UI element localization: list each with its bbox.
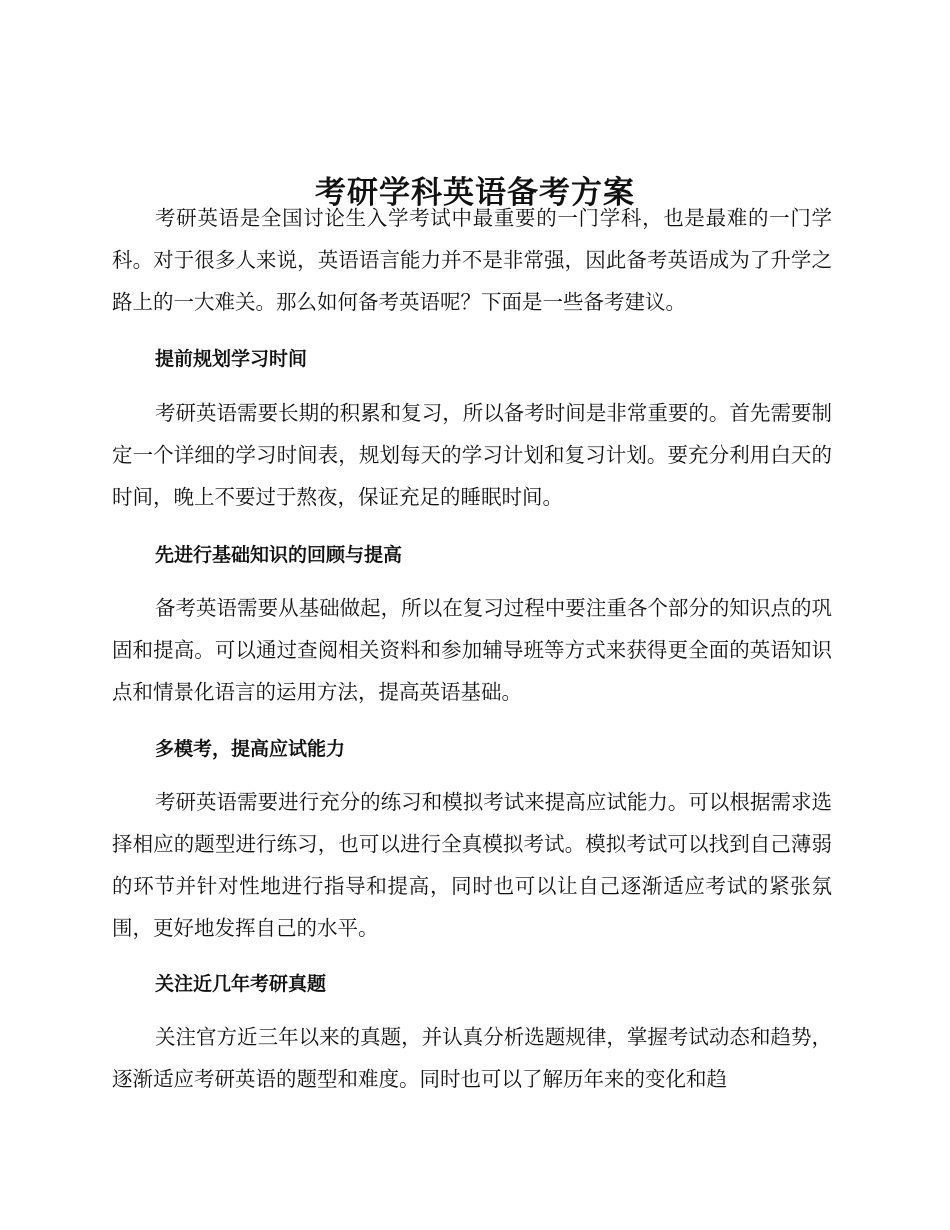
- section-heading-fundamentals: 先进行基础知识的回顾与提高: [155, 544, 403, 566]
- section-body-past-exams: 关注官方近三年以来的真题，并认真分析选题规律，掌握考试动态和趋势，逐渐适应考研英语的题型和难度。同时也可以了解历年来的变化和趋: [112, 1025, 832, 1091]
- document-title: 考研学科英语备考方案: [315, 174, 635, 211]
- section-body-planning: 考研英语需要长期的积累和复习，所以备考时间是非常重要的。首先需要制定一个详细的学习时间表，规划每天的学习计划和复习计划。要充分利用白天的时间，晚上不要过于熬夜，保证充足的睡眠时间。: [112, 401, 832, 509]
- intro-paragraph: 考研英语是全国讨论生入学考试中最重要的一门学科，也是最难的一门学科。对于很多人来说，英语语言能力并不是非常强，因此备考英语成为了升学之路上的一大难关。那么如何备考英语呢？下面是一些备考建议。: [112, 206, 832, 314]
- section-body-mock-exams: 考研英语需要进行充分的练习和模拟考试来提高应试能力。可以根据需求选择相应的题型进行练习，也可以进行全真模拟考试。模拟考试可以找到自己薄弱的环节并针对性地进行指导和提高，同时也可以让自己逐渐适应考试的紧张氛围，更好地发挥自己的水平。: [112, 790, 832, 940]
- section-heading-mock-exams: 多模考，提高应试能力: [155, 738, 346, 760]
- section-body-fundamentals: 备考英语需要从基础做起，所以在复习过程中要注重各个部分的知识点的巩固和提高。可以通过查阅相关资料和参加辅导班等方式来获得更全面的英语知识点和情景化语言的运用方法，提高英语基础。: [112, 596, 832, 704]
- section-heading-past-exams: 关注近几年考研真题: [155, 973, 327, 995]
- section-heading-planning: 提前规划学习时间: [155, 348, 308, 370]
